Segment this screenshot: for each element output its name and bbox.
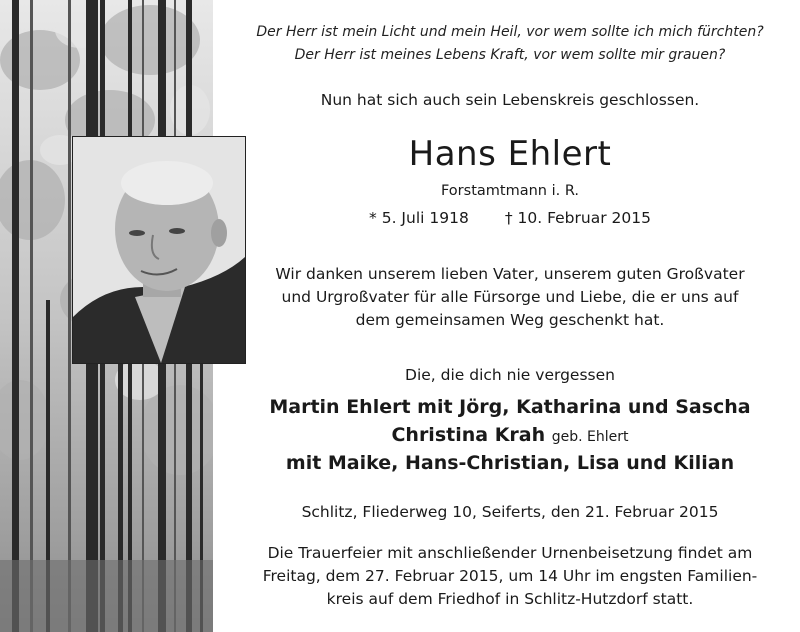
intro-line: Nun hat sich auch sein Lebenskreis geschlossen.	[320, 91, 700, 109]
funeral-line-3: kreis auf dem Friedhof in Schlitz-Hutzdorf statt.	[326, 590, 694, 608]
psalm-line-2: Der Herr ist meines Lebens Kraft, vor wem sollte mir grauen?	[294, 47, 726, 63]
portrait-photo	[72, 136, 246, 364]
mourners-line-1: Martin Ehlert mit Jörg, Katharina und Sascha	[269, 396, 751, 418]
deceased-title: Forstamtmann i. R.	[440, 183, 579, 199]
mourners-line-2	[240, 424, 780, 446]
funeral-line-2: Freitag, dem 27. Februar 2015, um 14 Uhr im engsten Familien-	[262, 567, 758, 585]
thanks-line-2: und Urgroßvater für alle Fürsorge und Liebe, die er uns auf	[281, 288, 739, 306]
thanks-line-1: Wir danken unserem lieben Vater, unserem guten Großvater	[275, 265, 745, 283]
thanks-line-3: dem gemeinsamen Weg geschenkt hat.	[355, 311, 665, 329]
life-dates	[240, 209, 780, 227]
mourner-name: Christina Krah	[391, 424, 546, 446]
place-date: Schlitz, Fliederweg 10, Seiferts, den 21. Februar 2015	[301, 503, 719, 521]
psalm-line-1: Der Herr ist mein Licht und mein Heil, vor wem sollte ich mich fürchten?	[256, 24, 764, 40]
birth-date: * 5. Juli 1918	[369, 209, 469, 227]
death-date: † 10. Februar 2015	[504, 209, 651, 227]
mourner-birth-name: geb. Ehlert	[551, 429, 629, 445]
funeral-line-1: Die Trauerfeier mit anschließender Urnenbeisetzung findet am	[267, 544, 753, 562]
mourners-line-3: mit Maike, Hans-Christian, Lisa und Kilian	[285, 452, 735, 474]
mourners-intro: Die, die dich nie vergessen	[405, 366, 615, 384]
deceased-name: Hans Ehlert	[408, 134, 612, 174]
